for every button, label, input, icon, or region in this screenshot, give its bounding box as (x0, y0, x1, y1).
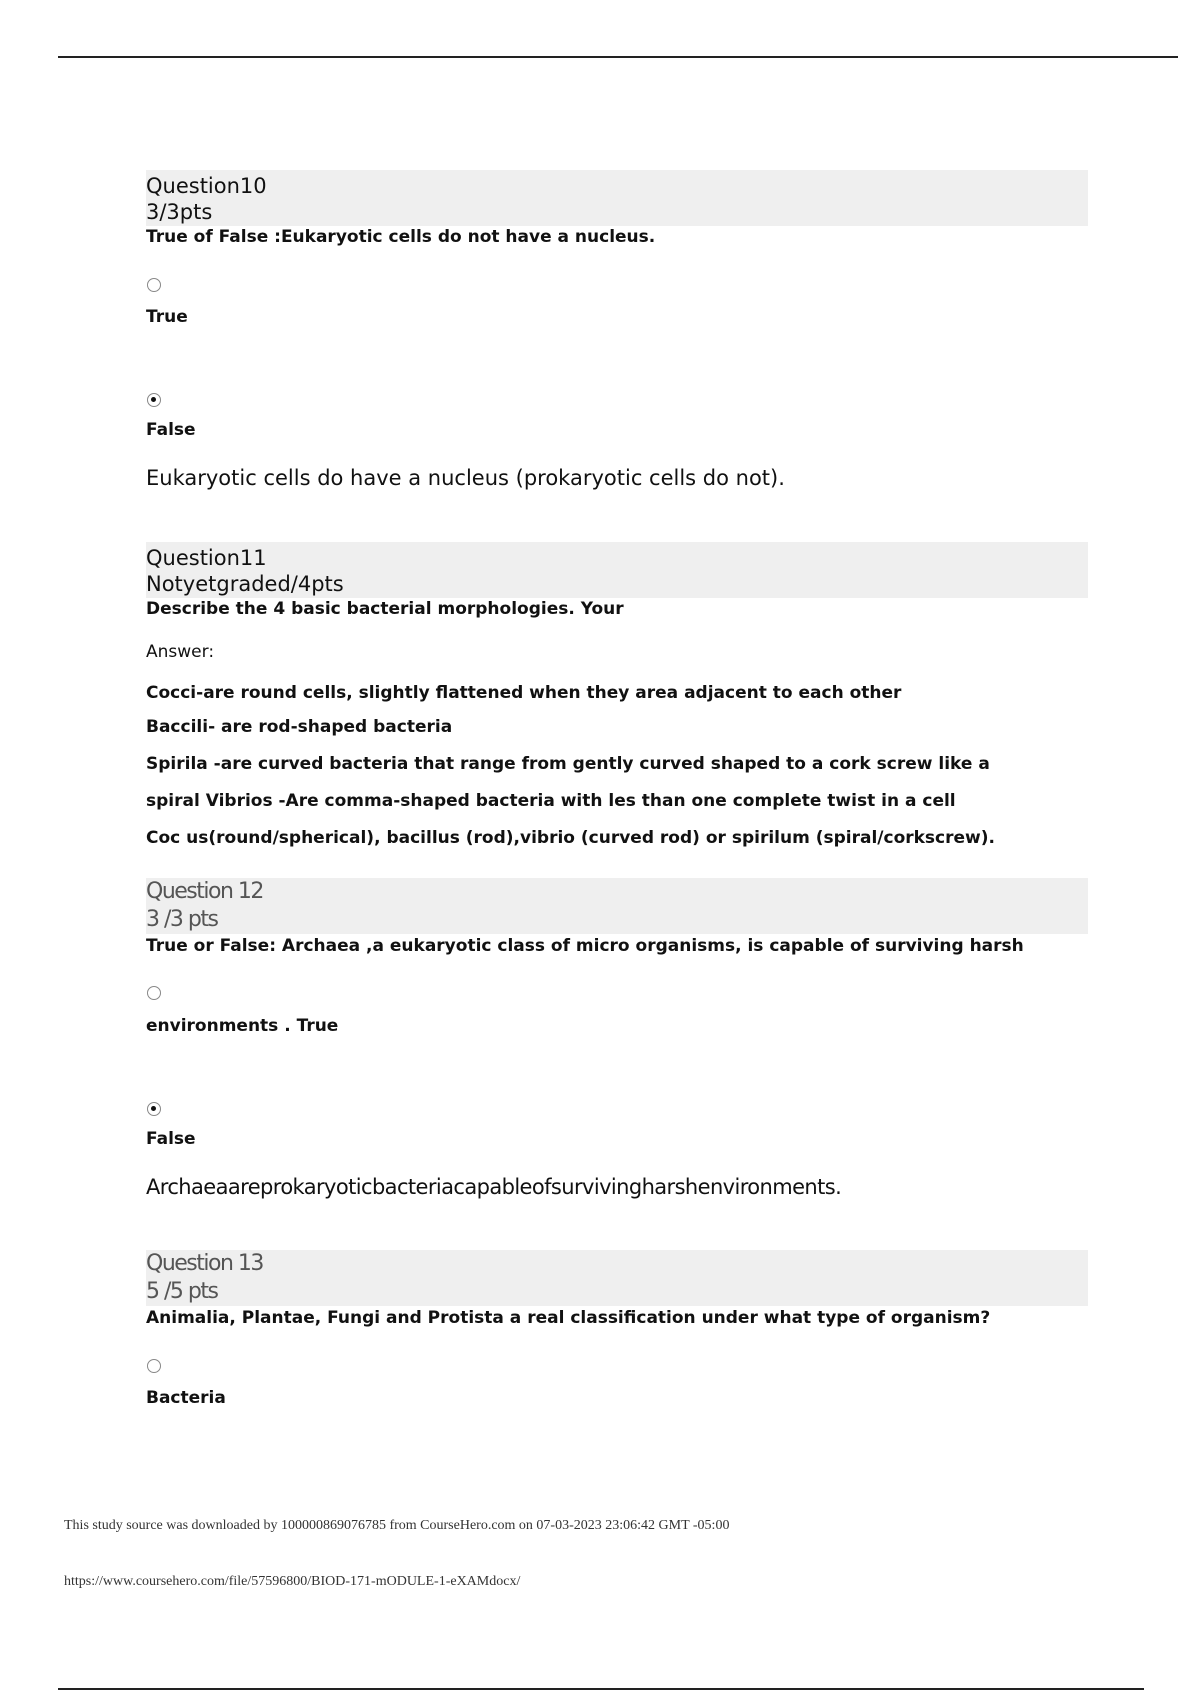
answer-label: Answer: (146, 642, 215, 662)
question-title: Question 12 (146, 879, 263, 904)
answer-feedback: Eukaryotic cells do have a nucleus (prokaryotic cells do not). (146, 466, 785, 490)
answer-line: spiral Vibrios -Are comma-shaped bacteria with les than one complete twist in a cell (146, 791, 956, 811)
radio-button-false-selected[interactable] (147, 1102, 161, 1116)
question-points: 3 /3 pts (146, 907, 218, 932)
question-title: Question 13 (146, 1251, 263, 1276)
question-points: 3/3pts (146, 200, 213, 224)
question-title: Question11 (146, 546, 267, 570)
option-label-bacteria[interactable]: Bacteria (146, 1388, 226, 1408)
option-label-false[interactable]: False (146, 420, 196, 440)
option-label-true[interactable]: True (146, 307, 188, 327)
option-label-true[interactable]: environments . True (146, 1016, 339, 1036)
answer-line: Spirila -are curved bacteria that range from gently curved shaped to a cork screw like a (146, 754, 990, 774)
question-title: Question10 (146, 174, 267, 198)
radio-button-true[interactable] (147, 986, 161, 1000)
question-text: Describe the 4 basic bacterial morphologies. Your (146, 599, 624, 619)
bottom-rule (58, 1688, 1144, 1690)
radio-button-bacteria[interactable] (147, 1359, 161, 1373)
download-source-note: This study source was downloaded by 100000869076785 from CourseHero.com on 07-03-2023 23:06:42 GMT -05:00 (64, 1518, 730, 1533)
option-label-false[interactable]: False (146, 1129, 196, 1149)
question-text: True or False: Archaea ,a eukaryotic class of micro organisms, is capable of surviving harsh (146, 936, 1024, 956)
top-rule (58, 56, 1178, 58)
answer-line: Baccili- are rod-shaped bacteria (146, 717, 453, 737)
question-points: Notyetgraded/4pts (146, 572, 344, 596)
answer-line: Coc us(round/spherical), bacillus (rod),vibrio (curved rod) or spirilum (spiral/corkscrew). (146, 828, 995, 848)
radio-button-true[interactable] (147, 278, 161, 292)
answer-line: Cocci-are round cells, slightly flattened when they area adjacent to each other (146, 683, 902, 703)
answer-feedback: Archaeaareprokaryoticbacteriacapableofsurvivingharshenvironments. (146, 1175, 842, 1199)
source-url[interactable]: https://www.coursehero.com/file/57596800/BIOD-171-mODULE-1-eXAMdocx/ (64, 1574, 521, 1589)
question-header-band (146, 878, 1088, 934)
question-text: Animalia, Plantae, Fungi and Protista a real classification under what type of organism? (146, 1308, 991, 1328)
question-text: True of False :Eukaryotic cells do not have a nucleus. (146, 227, 656, 247)
radio-button-false-selected[interactable] (147, 393, 161, 407)
question-header-band (146, 170, 1088, 226)
question-points: 5 /5 pts (146, 1279, 218, 1304)
question-header-band (146, 1250, 1088, 1306)
